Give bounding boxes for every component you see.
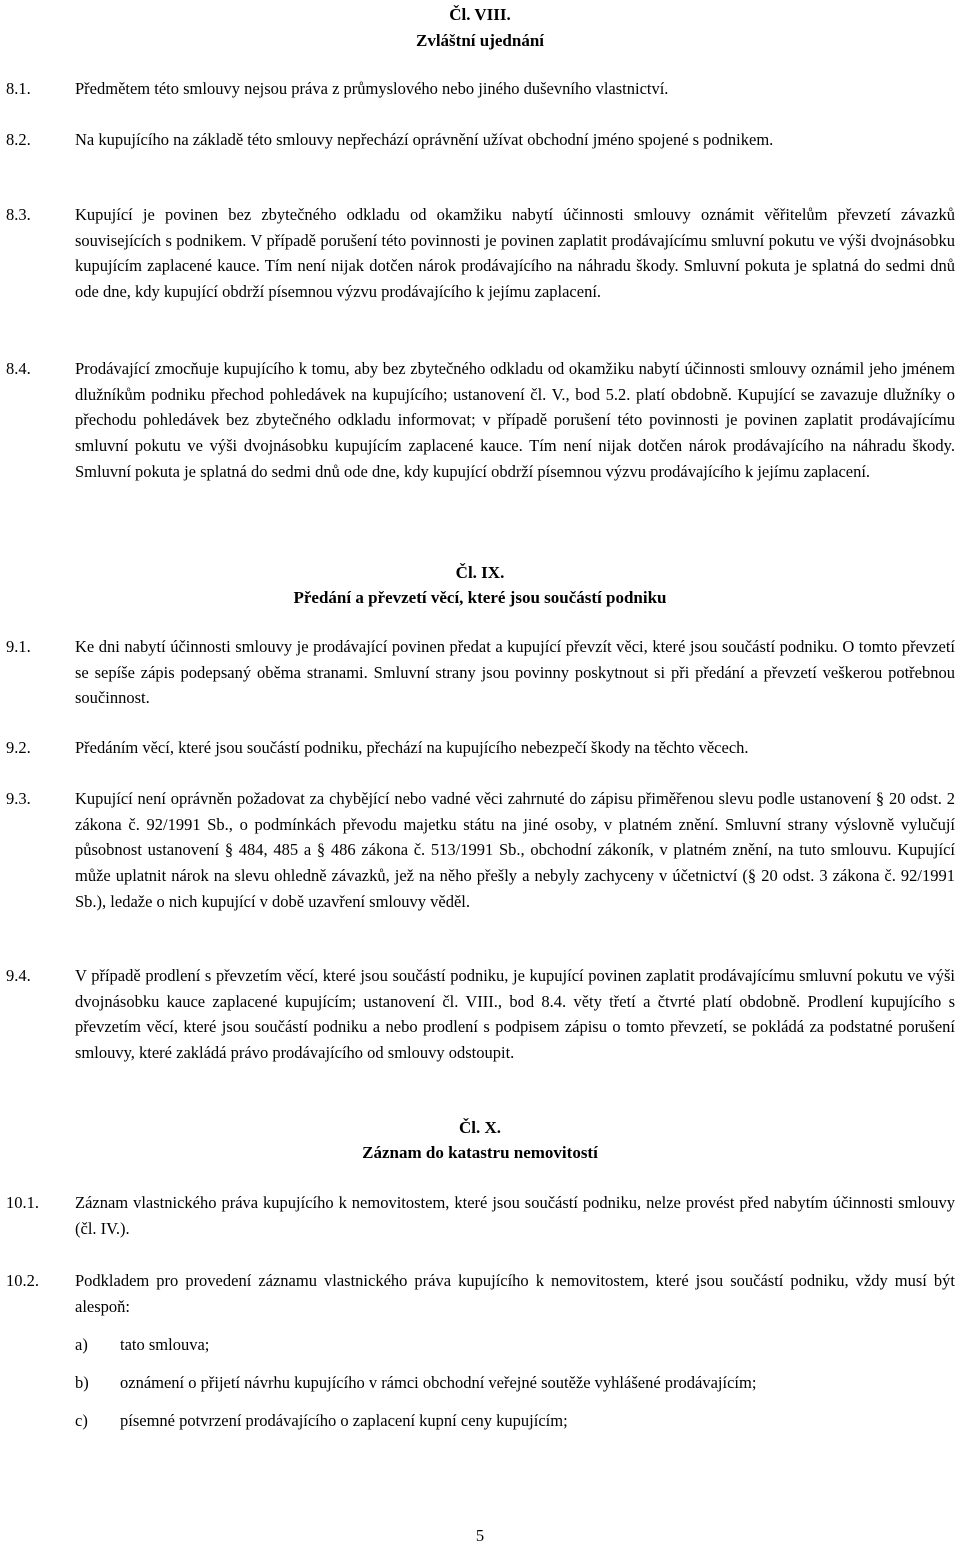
clause-number: 9.3. <box>6 789 31 808</box>
list-marker: b) <box>75 1373 89 1392</box>
clause-number: 9.2. <box>6 738 31 757</box>
clause-text: Kupující není oprávněn požadovat za chybějící nebo vadné věci zahrnuté do zápisu přiměřenou slevu podle ustanovení § 20 odst. 2 zákona č. 92/1991 Sb., o podmínkách převodu majetku státu na jiné osoby, v platném znění. Smluvní strany výslovně vylučují působnost ustanovení § 484, 485 a § 486 zákona č. 513/1991 Sb., obchodní zákoník, v platném znění, na tuto smlouvu. Kupující může uplatnit nárok na slevu ohledně závazků, jež na něho přešly a nebyly zachyceny v účetnictví (§ 20 odst. 3 zákona č. 92/1991 Sb.), ledaže o nich kupující v době uzavření smlouvy věděl. <box>75 789 955 911</box>
clause-text: Předáním věcí, které jsou součástí podniku, přechází na kupujícího nebezpečí škody na těchto věcech. <box>75 738 749 757</box>
clause-text: Prodávající zmocňuje kupujícího k tomu, aby bez zbytečného odkladu od okamžiku nabytí účinnosti smlouvy oznámil jeho jménem dlužníkům podniku přechod pohledávek na kupujícího; ustanovení čl. V., bod 5.2. platí obdobně. Kupující se zavazuje dlužníky o přechodu pohledávek bez zbytečného odkladu informovat; v případě porušení této povinnosti je povinen zaplatit prodávajícímu smluvní pokutu ve výši dvojnásobku kupujícím zaplacené kauce. Tím není nijak dotčen nárok prodávajícího na náhradu škody. Smluvní pokuta je splatná do sedmi dnů ode dne, kdy kupující obdrží písemnou výzvu prodávajícího k jejímu zaplacení. <box>75 359 955 481</box>
clause-text: Záznam vlastnického práva kupujícího k nemovitostem, které jsou součástí podniku, nelze provést před nabytím účinnosti smlouvy (čl. IV.). <box>75 1193 955 1238</box>
clause-text: Ke dni nabytí účinnosti smlouvy je prodávající povinen předat a kupující převzít věci, které jsou součástí podniku. O tomto převzetí se sepíše zápis podepsaný oběma stranami. Smluvní strany jsou povinny poskytnout si při předání a převzetí veškerou potřebnou součinnost. <box>75 637 955 708</box>
clause-number: 10.1. <box>6 1193 39 1212</box>
clause-text: V případě prodlení s převzetím věcí, které jsou součástí podniku, je kupující povinen zaplatit prodávajícímu smluvní pokutu ve výši dvojnásobku kauce zaplacené kupujícím; ustanovení čl. VIII., bod 8.4. věty třetí a čtvrté platí obdobně. Prodlení kupujícího s převzetím věcí, které jsou součástí podniku a nebo prodlení s podpisem zápisu o tomto převzetí, se pokládá za podstatné porušení smlouvy, které zakládá právo prodávajícího od smlouvy odstoupit. <box>75 966 955 1063</box>
article-10-number: Čl. X. <box>458 1118 502 1137</box>
clause-text: Předmětem této smlouvy nejsou práva z průmyslového nebo jiného duševního vlastnictví. <box>75 79 669 98</box>
clause-text: Kupující je povinen bez zbytečného odkladu od okamžiku nabytí účinnosti smlouvy oznámit věřitelům převzetí závazků souvisejících s podnikem. V případě porušení této povinnosti je povinen zaplatit prodávajícímu smluvní pokutu ve výši dvojnásobku kupujícím zaplacené kauce. Tím není nijak dotčen nárok prodávajícího na náhradu škody. Smluvní pokuta je splatná do sedmi dnů ode dne, kdy kupující obdrží písemnou výzvu prodávajícího k jejímu zaplacení. <box>75 205 955 302</box>
clause-number: 8.1. <box>6 79 31 98</box>
article-9-number: Čl. IX. <box>455 563 505 582</box>
clause-number: 9.4. <box>6 966 31 985</box>
clause-number: 8.4. <box>6 359 31 378</box>
list-item-text: oznámení o přijetí návrhu kupujícího v rámci obchodní veřejné soutěže vyhlášené prodávajícím; <box>120 1373 757 1392</box>
clause-text: Na kupujícího na základě této smlouvy nepřechází oprávnění užívat obchodní jméno spojené s podnikem. <box>75 130 774 149</box>
article-8-number: Čl. VIII. <box>449 5 511 24</box>
page-number: 5 <box>475 1526 485 1545</box>
list-marker: a) <box>75 1335 88 1354</box>
article-8-title: Zvláštní ujednání <box>415 31 544 50</box>
list-item-text: písemné potvrzení prodávajícího o zaplacení kupní ceny kupujícím; <box>120 1411 568 1430</box>
article-9-title: Předání a převzetí věcí, které jsou součástí podniku <box>293 588 667 607</box>
clause-number: 8.3. <box>6 205 31 224</box>
article-10-title: Záznam do katastru nemovitostí <box>362 1143 598 1162</box>
list-item-text: tato smlouva; <box>120 1335 210 1354</box>
clause-number: 9.1. <box>6 637 31 656</box>
clause-number: 8.2. <box>6 130 31 149</box>
clause-number: 10.2. <box>6 1271 39 1290</box>
list-marker: c) <box>75 1411 88 1430</box>
clause-text: Podkladem pro provedení záznamu vlastnického práva kupujícího k nemovitostem, které jsou součástí podniku, vždy musí být alespoň: <box>75 1271 955 1316</box>
